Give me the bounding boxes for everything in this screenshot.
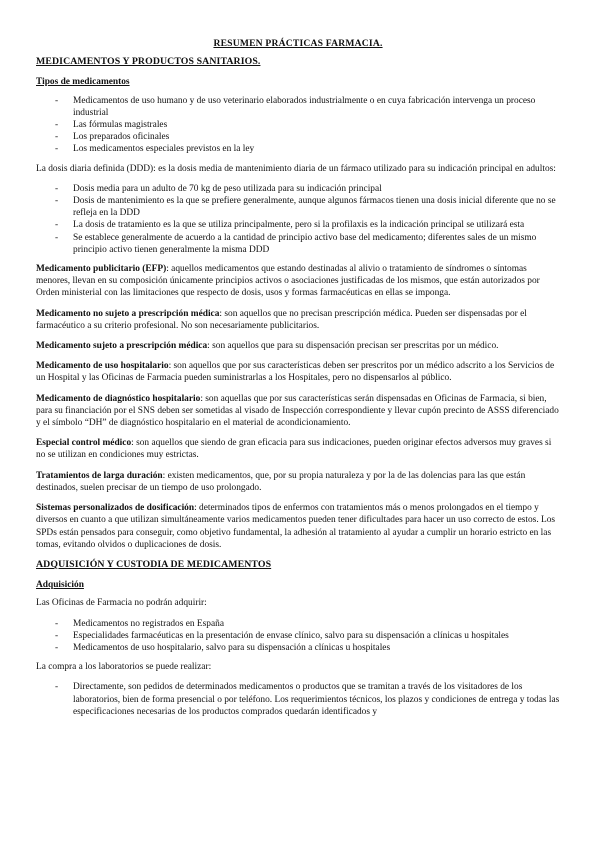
list-item: - Medicamentos de uso hospitalario, salvo para su dispensación a clínicas u hospitales bbox=[73, 642, 560, 654]
definition-term: Sistemas personalizados de dosificación bbox=[36, 503, 195, 514]
definition-paragraph bbox=[36, 393, 560, 430]
definition-term: Medicamento de diagnóstico hospitalario bbox=[36, 393, 201, 404]
definition-paragraph bbox=[36, 360, 560, 384]
acquisition-intro: Las Oficinas de Farmacia no podrán adquirir: bbox=[36, 598, 207, 609]
definition-paragraph bbox=[36, 502, 560, 551]
definition-term: Medicamento de uso hospitalario bbox=[36, 361, 169, 372]
list-item: - Los preparados oficinales bbox=[73, 131, 560, 143]
ddd-intro: La dosis diaria definida (DDD): es la dosis media de mantenimiento diaria de un fármaco utilizado para su indicación principal en adultos: bbox=[36, 163, 556, 174]
definition-paragraph bbox=[36, 263, 560, 300]
definition-term: Medicamento publicitario (EFP) bbox=[36, 264, 167, 275]
definition-term: Especial control médico bbox=[36, 438, 132, 449]
definition-text: : aquellos medicamentos que estando destinadas al alivio o tratamiento de síndromes o síntomas menores, llevan en su composición únicamente principios activos o asociaciones justificadas de los mismos, que están autorizados por Orden ministerial con las limitaciones que respecto de dosis, usos y formas farmacéuticas en ellas se imponga. bbox=[36, 264, 540, 299]
definition-term: Medicamento no sujeto a prescripción médica bbox=[36, 308, 220, 319]
types-list bbox=[36, 95, 560, 156]
definition-term: Medicamento sujeto a prescripción médica bbox=[36, 341, 208, 352]
subsection-title-tipos: Tipos de medicamentos bbox=[36, 77, 130, 88]
list-item: - Las fórmulas magistrales bbox=[73, 119, 560, 131]
definition-text: : son aquellos que no precisan prescripción médica. Pueden ser dispensadas por el farmacéutico a su criterio profesional. No son necesariamente publicitarios. bbox=[36, 308, 527, 331]
definition-term: Tratamientos de larga duración bbox=[36, 470, 163, 481]
definition-text: : existen medicamentos, que, por su propia naturaleza y por la de las dolencias para las que están destinados, suelen precisar de un tiempo de uso prolongado. bbox=[36, 470, 526, 493]
definition-paragraph bbox=[36, 308, 560, 332]
list-item: - Dosis media para un adulto de 70 kg de peso utilizada para su indicación principal bbox=[73, 183, 560, 195]
definition-text: : son aquellos que para su dispensación precisan ser prescritas por un médico. bbox=[207, 341, 499, 352]
acquisition-list bbox=[36, 618, 560, 655]
definition-text: : son aquellos que siendo de gran eficacia para sus indicaciones, pueden originar efectos adversos muy graves si no se utilizan en condiciones muy estrictas. bbox=[36, 438, 552, 461]
definition-paragraph bbox=[36, 437, 560, 461]
definition-text: : son aquellos que por sus características deben ser prescritos por un médico adscrito a los Servicios de un Hospital y las Oficinas de Farmacia pueden suministrarlas a los Hospitales, pero no dispensarlos al público. bbox=[36, 361, 555, 384]
list-item: - Medicamentos no registrados en España bbox=[73, 618, 560, 630]
definition-paragraph bbox=[36, 470, 560, 494]
list-item: - Directamente, son pedidos de determinados medicamentos o productos que se tramitan a través de los visitadores de los laboratorios, bien de forma presencial o por teléfono. Los requerimientos técnicos, los plazos y condiciones de entrega y todas las especificaciones necesarias de los productos comprados quedarán identificados y bbox=[73, 681, 560, 718]
definition-text: : determinados tipos de enfermos con tratamientos más o menos prolongados en el tiempo y diversos en cuanto a que utilizan simultáneamente varios medicamentos pueden tener dificultades para hacer un uso correcto de estos. Los SPDs están pensados para conseguir, como objetivo fundamental, la adhesión al tratamiento al ayudar a cumplir un horario estricto en las tomas, evitando olvidos o duplicaciones de dosis. bbox=[36, 503, 556, 550]
purchase-intro: La compra a los laboratorios se puede realizar: bbox=[36, 662, 212, 673]
list-item: - Dosis de mantenimiento es la que se prefiere generalmente, aunque algunos fármacos tienen una dosis inicial diferente que no se refleja en la DDD bbox=[73, 195, 560, 219]
document-title: RESUMEN PRÁCTICAS FARMACIA. bbox=[213, 38, 383, 49]
definition-paragraph bbox=[36, 340, 560, 352]
list-item: - Medicamentos de uso humano y de uso veterinario elaborados industrialmente o en cuya fabricación intervenga un proceso industrial bbox=[73, 95, 560, 119]
subsection-title-adquisicion: Adquisición bbox=[36, 580, 84, 591]
section-title-adquisicion-custodia: ADQUISICIÓN Y CUSTODIA DE MEDICAMENTOS bbox=[36, 558, 272, 570]
list-item: - Especialidades farmacéuticas en la presentación de envase clínico, salvo para su dispensación a clínicas u hospitales bbox=[73, 630, 560, 642]
definition-text: : son aquellas que por sus características serán dispensadas en Oficinas de Farmacia, si bien, para su financiación por el SNS deben ser sometidas al visado de Inspección correspondiente y llevar cupón precinto de ASSS diferenciado y el símbolo “DH” de diagnóstico hospitalario en el material de acondicionamiento. bbox=[36, 393, 559, 429]
purchase-list bbox=[36, 681, 560, 718]
ddd-list bbox=[36, 183, 560, 256]
list-item: - Los medicamentos especiales previstos en la ley bbox=[73, 143, 560, 155]
list-item: - La dosis de tratamiento es la que se utiliza principalmente, pero si la profilaxis es la indicación principal se utilizará esta bbox=[73, 219, 560, 231]
section-title-medicamentos: MEDICAMENTOS Y PRODUCTOS SANITARIOS. bbox=[36, 56, 261, 68]
list-item: - Se establece generalmente de acuerdo a la cantidad de principio activo base del medicamento; diferentes sales de un mismo principio activo tienen generalmente la misma DDD bbox=[73, 232, 560, 256]
